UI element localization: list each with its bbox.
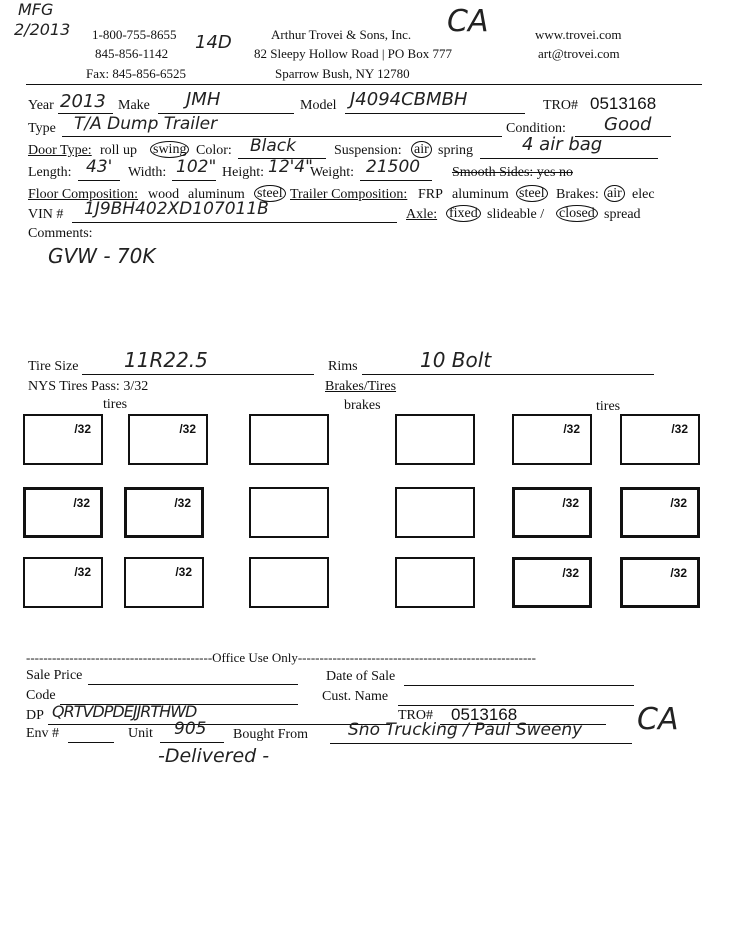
axle-slideable-option: slideable / xyxy=(487,207,545,222)
ca-note-bottom: CA xyxy=(637,702,679,737)
suspension-label: Suspension: xyxy=(334,143,402,158)
axle-closed-option: closed xyxy=(556,205,598,222)
tire-depth-label: /32 xyxy=(671,422,688,436)
weight-label: Weight: xyxy=(310,165,354,180)
axle-fixed-option: fixed xyxy=(446,205,481,222)
company-name: Arthur Trovei & Sons, Inc. xyxy=(271,27,412,42)
floor-composition-label: Floor Composition: xyxy=(28,187,139,202)
office-tro-value: 0513168 xyxy=(451,705,518,724)
suspension-line xyxy=(480,158,658,159)
tire-box[interactable] xyxy=(128,414,208,465)
length-value: 43' xyxy=(86,157,113,177)
tire-depth-label: /32 xyxy=(74,422,91,436)
brakes-label: Brakes: xyxy=(556,187,599,202)
office-use-header: -------------------------------------------Office Use Only------------------------------------------------------- xyxy=(26,650,536,665)
code-note: 14D xyxy=(195,32,232,53)
company-city: Sparrow Bush, NY 12780 xyxy=(275,66,410,81)
tire-box[interactable] xyxy=(512,557,592,608)
website: www.trovei.com xyxy=(535,27,622,42)
rims-line xyxy=(362,374,654,375)
brake-box[interactable] xyxy=(249,487,329,538)
tire-size-value: 11R22.5 xyxy=(124,348,208,372)
axle-spread-option: spread xyxy=(604,207,641,222)
tire-size-label: Tire Size xyxy=(28,359,79,374)
height-value: 12'4" xyxy=(268,157,313,177)
tire-box[interactable] xyxy=(620,487,700,538)
tire-depth-label: /32 xyxy=(670,496,687,510)
tro-value: 0513168 xyxy=(590,94,657,113)
tire-depth-label: /32 xyxy=(175,565,192,579)
type-label: Type xyxy=(28,121,56,136)
suspension-air-option: air xyxy=(411,141,432,158)
header-divider xyxy=(26,84,702,85)
dp-label: DP xyxy=(26,708,44,723)
comments-value: GVW - 70K xyxy=(48,244,156,268)
rims-label: Rims xyxy=(328,359,358,374)
tire-box[interactable] xyxy=(124,487,204,538)
vin-label: VIN # xyxy=(28,207,64,222)
date-of-sale-line xyxy=(404,685,634,686)
tires-right-label: tires xyxy=(596,399,621,414)
tire-box[interactable] xyxy=(512,487,592,538)
width-line xyxy=(172,180,216,181)
tire-box[interactable] xyxy=(23,487,103,538)
tires-left-label: tires xyxy=(103,397,128,412)
model-value: J4094CBMBH xyxy=(350,89,468,110)
bought-from-value: Sno Trucking / Paul Sweeny xyxy=(348,720,583,740)
weight-value: 21500 xyxy=(366,157,421,177)
tire-depth-label: /32 xyxy=(73,496,90,510)
mfg-note: MFG xyxy=(18,0,54,19)
date-of-sale-label: Date of Sale xyxy=(326,669,396,684)
bought-from-line xyxy=(330,743,632,744)
model-label: Model xyxy=(300,98,337,113)
tire-depth-label: /32 xyxy=(563,422,580,436)
tro-label: TRO# xyxy=(543,98,578,113)
tire-depth-label: /32 xyxy=(562,566,579,580)
tire-depth-label: /32 xyxy=(670,566,687,580)
tire-depth-label: /32 xyxy=(179,422,196,436)
smooth-sides-option: Smooth Sides: yes no xyxy=(452,165,573,180)
tire-depth-label: /32 xyxy=(174,496,191,510)
brakes-air-option: air xyxy=(604,185,625,202)
condition-label: Condition: xyxy=(506,121,566,136)
floor-steel-option: steel xyxy=(254,185,286,202)
cust-name-label: Cust. Name xyxy=(322,689,389,704)
height-label: Height: xyxy=(222,165,264,180)
year-value: 2013 xyxy=(60,91,106,112)
code-label: Code xyxy=(26,688,56,703)
sale-price-label: Sale Price xyxy=(26,668,83,683)
vin-value: 1J9BH402XD107011B xyxy=(84,199,269,219)
tire-box[interactable] xyxy=(23,557,103,608)
brakes-elec-option: elec xyxy=(632,187,655,202)
length-label: Length: xyxy=(28,165,72,180)
brake-box[interactable] xyxy=(249,414,329,465)
tire-box[interactable] xyxy=(620,557,700,608)
brake-box[interactable] xyxy=(249,557,329,608)
comments-label: Comments: xyxy=(28,226,93,241)
tire-box[interactable] xyxy=(124,557,204,608)
make-label: Make xyxy=(118,98,150,113)
weight-line xyxy=(360,180,432,181)
company-address: 82 Sleepy Hollow Road | PO Box 777 xyxy=(254,46,452,61)
env-line xyxy=(68,742,114,743)
sale-price-line xyxy=(88,684,298,685)
ca-note-top: CA xyxy=(447,4,489,39)
delivered-note: -Delivered - xyxy=(158,745,270,767)
office-tro-label: TRO# xyxy=(398,708,433,723)
phone-2: 845-856-1142 xyxy=(95,46,169,61)
tire-box[interactable] xyxy=(512,414,592,465)
unit-line xyxy=(160,742,224,743)
unit-value: 905 xyxy=(174,719,207,739)
email: art@trovei.com xyxy=(538,46,620,61)
year-label: Year xyxy=(28,98,54,113)
mfg-date-note: 2/2013 xyxy=(14,20,71,39)
dp-line xyxy=(48,724,390,725)
nys-tires-pass: NYS Tires Pass: 3/32 xyxy=(28,379,149,394)
door-swing-option: swing xyxy=(150,141,189,158)
brake-box[interactable] xyxy=(395,557,475,608)
floor-aluminum-option: aluminum xyxy=(188,187,245,202)
condition-value: Good xyxy=(604,114,652,135)
phone-1: 1-800-755-8655 xyxy=(92,27,177,42)
color-value: Black xyxy=(250,136,296,156)
unit-label: Unit xyxy=(128,726,153,741)
suspension-value: 4 air bag xyxy=(522,134,603,155)
tc-frp-option: FRP xyxy=(418,187,443,202)
door-type-label: Door Type: xyxy=(28,143,92,158)
vin-line xyxy=(72,222,397,223)
fax-number: Fax: 845-856-6525 xyxy=(86,66,187,81)
tc-aluminum-option: aluminum xyxy=(452,187,509,202)
suspension-spring-option: spring xyxy=(438,143,473,158)
floor-wood-option: wood xyxy=(148,187,180,202)
trailer-composition-label: Trailer Composition: xyxy=(290,187,408,202)
width-value: 102" xyxy=(176,157,217,177)
tire-size-line xyxy=(82,374,314,375)
bought-from-label: Bought From xyxy=(233,727,309,742)
type-value: T/A Dump Trailer xyxy=(74,114,218,134)
make-value: JMH xyxy=(186,89,221,110)
length-line xyxy=(78,180,120,181)
rims-value: 10 Bolt xyxy=(420,348,492,372)
tc-steel-option: steel xyxy=(516,185,548,202)
tire-depth-label: /32 xyxy=(74,565,91,579)
tire-box[interactable] xyxy=(23,414,103,465)
brakes-mid-label: brakes xyxy=(344,398,381,413)
tire-depth-label: /32 xyxy=(562,496,579,510)
model-line xyxy=(345,113,525,114)
width-label: Width: xyxy=(128,165,167,180)
env-label: Env # xyxy=(26,726,60,741)
door-rollup-option: roll up xyxy=(100,143,137,158)
brake-box[interactable] xyxy=(395,414,475,465)
color-label: Color: xyxy=(196,143,232,158)
tire-box[interactable] xyxy=(620,414,700,465)
axle-label: Axle: xyxy=(406,207,438,222)
dp-value: QRTVDPDEJJRTHWD xyxy=(52,702,197,721)
brake-box[interactable] xyxy=(395,487,475,538)
brakes-tires-label: Brakes/Tires xyxy=(325,379,397,394)
